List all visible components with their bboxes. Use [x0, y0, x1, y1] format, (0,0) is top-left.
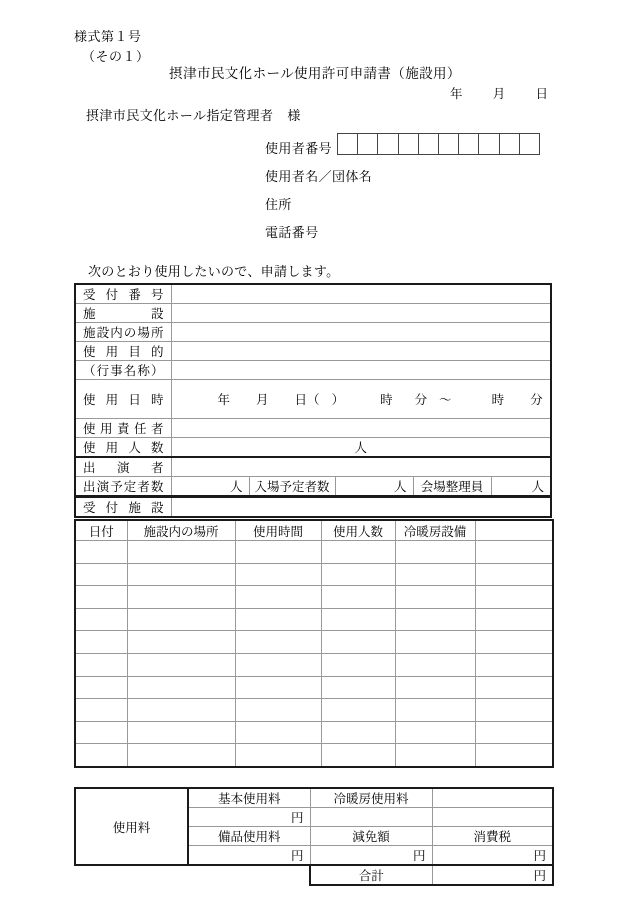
detail-cell-place[interactable] [127, 541, 235, 564]
detail-cell-place[interactable] [127, 744, 235, 767]
page-title: 摂津市民文化ホール使用許可申請書（施設用） [169, 66, 461, 81]
row-value-event-name[interactable] [171, 361, 551, 380]
hvac-fee-value-right[interactable] [432, 808, 553, 827]
table-row [75, 497, 551, 517]
detail-cell-place[interactable] [127, 586, 235, 609]
table-row [75, 676, 553, 699]
hvac-fee-value-left[interactable] [310, 808, 432, 827]
row-label-performers: 出演者 [75, 457, 171, 477]
detail-header-place: 施設内の場所 [127, 520, 235, 541]
usage-day-label: 日 [294, 393, 308, 407]
usage-year-label: 年 [217, 393, 231, 407]
weekday-paren-close: ） [331, 393, 345, 407]
usage-datetime-fields [172, 390, 551, 408]
user-number-cell[interactable] [358, 134, 378, 154]
detail-cell-date[interactable] [75, 653, 127, 676]
addressee-name: 摂津市民文化ホール指定管理者 [86, 108, 274, 123]
detail-cell-headcount[interactable] [321, 608, 395, 631]
table-row [75, 744, 553, 767]
performers-table [74, 456, 552, 497]
addressee-honorific: 様 [287, 108, 301, 123]
addressee [86, 105, 301, 124]
detail-cell-hvac[interactable] [395, 631, 475, 654]
row-label-facility: 施設 [75, 304, 171, 323]
table-row [75, 563, 553, 586]
detail-cell-hours[interactable] [235, 631, 321, 654]
row-label-reception-facility: 受付施設 [75, 497, 171, 517]
basic-fee-label: 基本使用料 [188, 788, 310, 808]
table-row [75, 361, 551, 380]
detail-cell-hvac[interactable] [395, 563, 475, 586]
table-row [75, 477, 551, 497]
table-row [75, 788, 553, 808]
hvac-fee-label: 冷暖房使用料 [310, 788, 432, 808]
table-row [75, 653, 553, 676]
reduction-label: 減免額 [310, 827, 432, 846]
table-row-datetime [75, 380, 551, 419]
user-number-cell[interactable] [479, 134, 499, 154]
detail-cell-hvac[interactable] [395, 541, 475, 564]
detail-header-headcount: 使用人数 [321, 520, 395, 541]
table-row [75, 284, 551, 304]
detail-cell-place[interactable] [127, 631, 235, 654]
user-number-cell[interactable] [500, 134, 520, 154]
user-number-cell[interactable] [399, 134, 419, 154]
row-label-reception-number: 受付番号 [75, 284, 171, 304]
detail-cell-hours[interactable] [235, 676, 321, 699]
table-row [75, 586, 553, 609]
detail-header-hvac: 冷暖房設備 [395, 520, 475, 541]
detail-cell-extra[interactable] [475, 563, 553, 586]
tax-value[interactable]: 円 [432, 846, 553, 866]
row-value-place-in-facility[interactable] [171, 323, 551, 342]
detail-cell-date[interactable] [75, 676, 127, 699]
table-row [75, 699, 553, 722]
row-label-venue-stewards: 会場整理員 [413, 477, 491, 497]
detail-cell-hvac[interactable] [395, 699, 475, 722]
row-value-purpose[interactable] [171, 342, 551, 361]
row-label-purpose: 使用目的 [75, 342, 171, 361]
user-name-label: 使用者名／団体名 [265, 169, 373, 184]
detail-cell-headcount[interactable] [321, 586, 395, 609]
intro-text: 次のとおり使用したいので、申請します。 [88, 264, 340, 279]
date-year-label: 年 [450, 87, 463, 101]
form-sub-number: （その１） [82, 49, 150, 64]
detail-cell-hvac[interactable] [395, 744, 475, 767]
user-number-input[interactable] [337, 133, 540, 155]
detail-cell-headcount[interactable] [321, 744, 395, 767]
telephone-label: 電話番号 [265, 225, 319, 240]
usage-month-label: 月 [256, 393, 269, 407]
row-value-responsible-person[interactable] [171, 419, 551, 438]
row-value-reception-number[interactable] [171, 284, 551, 304]
user-number-cell[interactable] [520, 134, 540, 154]
venue-stewards-unit[interactable]: 人 [491, 477, 551, 497]
row-value-facility[interactable] [171, 304, 551, 323]
row-value-performers[interactable] [171, 457, 551, 477]
detail-cell-headcount[interactable] [321, 676, 395, 699]
detail-cell-hours[interactable] [235, 541, 321, 564]
detail-cell-place[interactable] [127, 676, 235, 699]
detail-cell-date[interactable] [75, 699, 127, 722]
detail-cell-date[interactable] [75, 631, 127, 654]
reduction-value[interactable]: 円 [310, 846, 432, 866]
user-number-cell[interactable] [338, 134, 358, 154]
detail-cell-extra[interactable] [475, 653, 553, 676]
row-label-responsible-person: 使用責任者 [75, 419, 171, 438]
detail-cell-hours[interactable] [235, 744, 321, 767]
equipment-fee-label: 備品使用料 [188, 827, 310, 846]
submission-date-line [450, 84, 548, 102]
table-row [75, 721, 553, 744]
form-number: 様式第１号 [74, 29, 142, 44]
detail-cell-place[interactable] [127, 608, 235, 631]
detail-cell-hours[interactable] [235, 721, 321, 744]
table-row [75, 541, 553, 564]
fee-table [74, 787, 554, 886]
weekday-paren-open: （ [307, 393, 320, 407]
fee-section-label: 使用料 [75, 788, 188, 865]
row-label-expected-attendees: 入場予定者数 [249, 477, 335, 497]
detail-cell-date[interactable] [75, 721, 127, 744]
date-day-label: 日 [535, 87, 549, 101]
total-spacer-left [75, 865, 188, 885]
table-row [75, 342, 551, 361]
detail-cell-extra[interactable] [475, 586, 553, 609]
row-label-usage-datetime: 使用日時 [75, 380, 171, 419]
table-row-total [75, 865, 553, 885]
detail-cell-extra[interactable] [475, 608, 553, 631]
hvac-fee-header-blank [432, 788, 553, 808]
detail-cell-extra[interactable] [475, 541, 553, 564]
start-minute-label: 分 [414, 393, 428, 407]
detail-cell-extra[interactable] [475, 631, 553, 654]
detail-cell-place[interactable] [127, 563, 235, 586]
detail-cell-date[interactable] [75, 744, 127, 767]
detail-cell-headcount[interactable] [321, 631, 395, 654]
detail-header-extra [475, 520, 553, 541]
row-label-expected-performers: 出演予定者数 [75, 477, 171, 497]
total-label: 合計 [310, 865, 432, 885]
detail-cell-hvac[interactable] [395, 653, 475, 676]
detail-cell-extra[interactable] [475, 699, 553, 722]
row-value-usage-datetime[interactable] [171, 380, 551, 419]
equipment-fee-value[interactable]: 円 [188, 846, 310, 866]
detail-cell-headcount[interactable] [321, 699, 395, 722]
time-range-tilde: 〜 [439, 393, 452, 407]
main-particulars-table [74, 283, 552, 458]
user-number-cell[interactable] [378, 134, 398, 154]
detail-cell-extra[interactable] [475, 721, 553, 744]
detail-header-hours: 使用時間 [235, 520, 321, 541]
table-row [75, 608, 553, 631]
table-row [75, 419, 551, 438]
basic-fee-value[interactable]: 円 [188, 808, 310, 827]
detail-cell-headcount[interactable] [321, 563, 395, 586]
table-row [75, 631, 553, 654]
detail-cell-hours[interactable] [235, 653, 321, 676]
tax-label: 消費税 [432, 827, 553, 846]
detail-cell-place[interactable] [127, 721, 235, 744]
total-value[interactable]: 円 [432, 865, 553, 885]
date-month-label: 月 [492, 87, 506, 101]
detail-cell-headcount[interactable] [321, 653, 395, 676]
detail-cell-place[interactable] [127, 653, 235, 676]
usage-detail-table [74, 519, 554, 768]
detail-cell-headcount[interactable] [321, 541, 395, 564]
detail-cell-hvac[interactable] [395, 586, 475, 609]
detail-cell-date[interactable] [75, 541, 127, 564]
row-value-headcount[interactable]: 人 [171, 438, 551, 458]
detail-cell-hours[interactable] [235, 608, 321, 631]
user-number-cell[interactable] [439, 134, 459, 154]
detail-cell-extra[interactable] [475, 676, 553, 699]
detail-cell-hours[interactable] [235, 699, 321, 722]
row-label-event-name: （行事名称） [75, 361, 171, 380]
address-label: 住所 [265, 197, 292, 212]
table-row [75, 457, 551, 477]
table-row [75, 323, 551, 342]
detail-header-date: 日付 [75, 520, 127, 541]
start-hour-label: 時 [380, 393, 393, 407]
table-row [75, 304, 551, 323]
detail-cell-date[interactable] [75, 586, 127, 609]
detail-cell-date[interactable] [75, 563, 127, 586]
detail-cell-headcount[interactable] [321, 721, 395, 744]
detail-table-body [75, 541, 553, 767]
detail-cell-hvac[interactable] [395, 721, 475, 744]
detail-cell-hvac[interactable] [395, 676, 475, 699]
detail-cell-extra[interactable] [475, 744, 553, 767]
row-label-place-in-facility: 施設内の場所 [75, 323, 171, 342]
user-number-cell[interactable] [419, 134, 439, 154]
end-minute-label: 分 [530, 393, 543, 407]
detail-cell-hours[interactable] [235, 586, 321, 609]
expected-performers-unit[interactable]: 人 [171, 477, 249, 497]
table-row [75, 438, 551, 458]
expected-attendees-unit[interactable]: 人 [335, 477, 413, 497]
table-header-row [75, 520, 553, 541]
detail-cell-place[interactable] [127, 699, 235, 722]
total-spacer-mid [188, 865, 310, 885]
user-number-label: 使用者番号 [265, 141, 333, 156]
user-number-cell[interactable] [459, 134, 479, 154]
row-label-headcount: 使用人数 [75, 438, 171, 458]
detail-cell-date[interactable] [75, 608, 127, 631]
end-hour-label: 時 [491, 393, 505, 407]
detail-cell-hours[interactable] [235, 563, 321, 586]
row-value-reception-facility[interactable] [171, 497, 551, 517]
reception-facility-table [74, 496, 552, 518]
detail-cell-hvac[interactable] [395, 608, 475, 631]
